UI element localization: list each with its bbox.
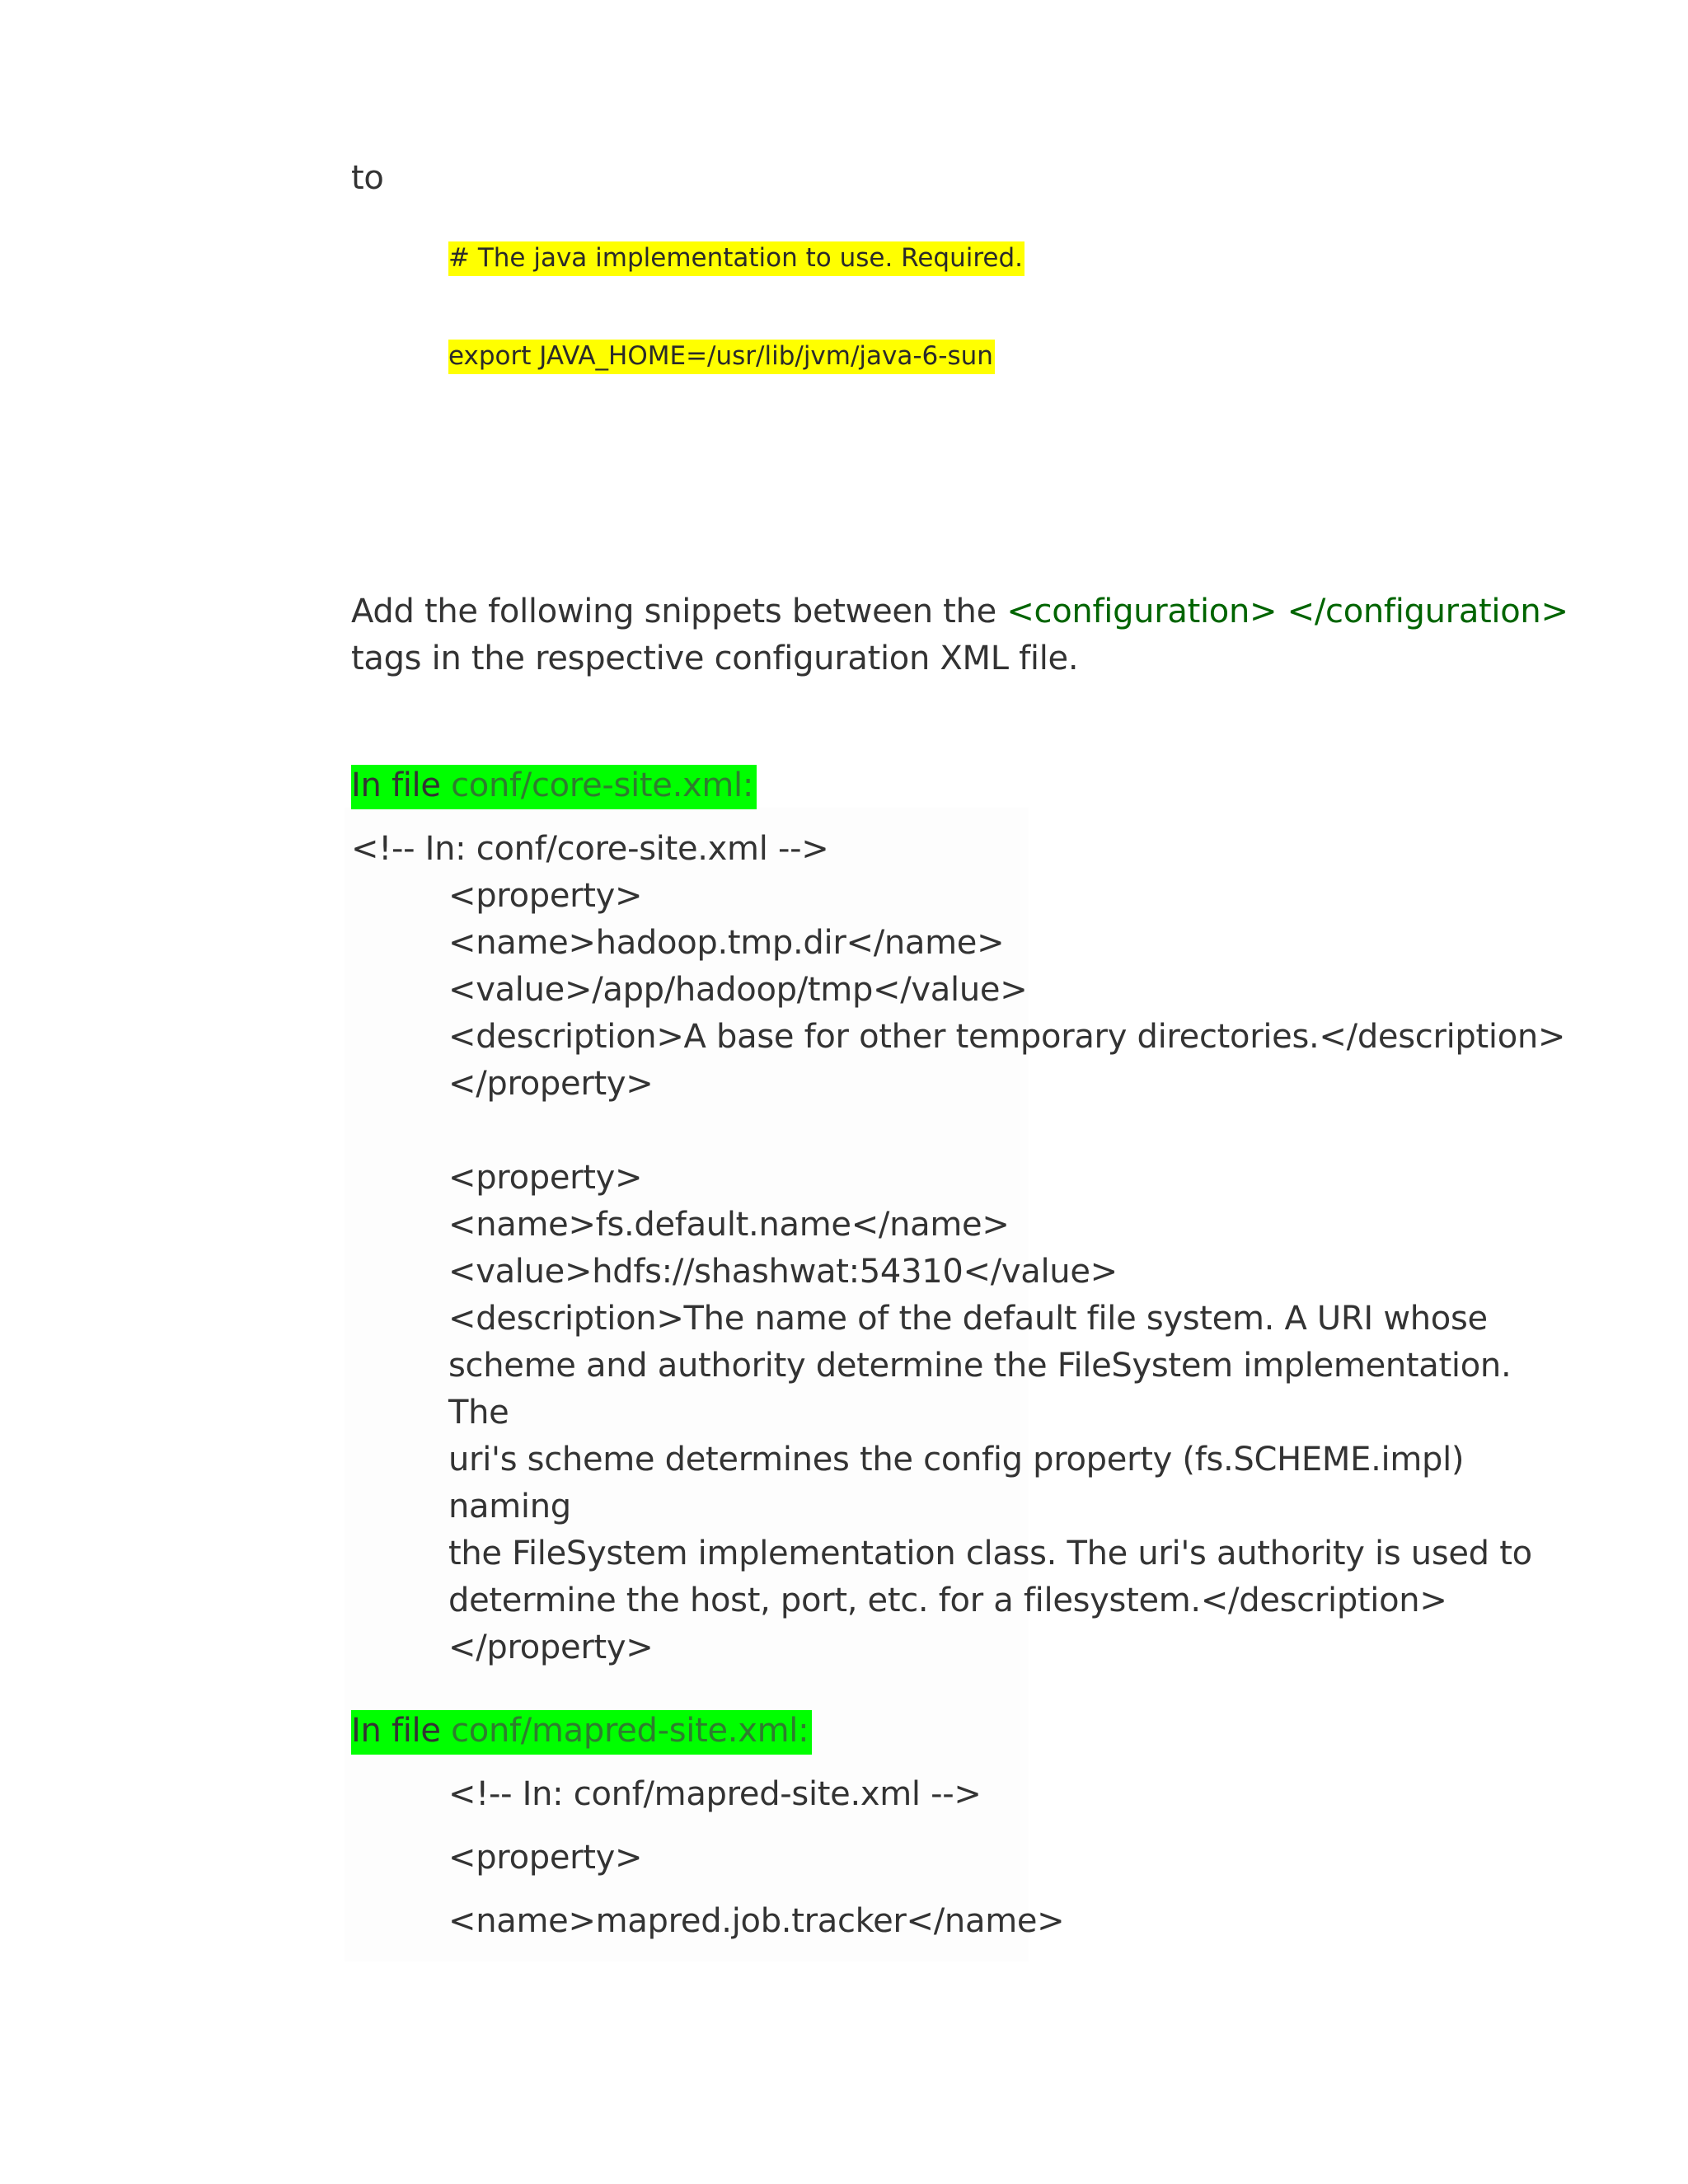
code-line: </property> [448,1629,654,1666]
code-line: The [448,1394,509,1432]
core-site-heading-prefix: In file [351,766,452,804]
java-home-highlight: export JAVA_HOME=/usr/lib/jvm/java-6-sun [448,340,995,374]
core-site-filename: conf/core-site.xml: [451,766,754,804]
code-line: <name>hadoop.tmp.dir</name> [448,924,1005,962]
code-line: <description>A base for other temporary directories.</description> [448,1018,1566,1056]
instruction-line-2: tags in the respective configuration XML file. [351,640,1079,677]
mapred-site-filename: conf/mapred-site.xml: [451,1712,809,1750]
code-line: naming [448,1488,571,1526]
code-line: <description>The name of the default file system. A URI whose [448,1300,1488,1338]
code-line: <value>/app/hadoop/tmp</value> [448,971,1028,1009]
intro-word: to [351,159,384,197]
code-line: <name>fs.default.name</name> [448,1206,1010,1244]
configuration-tags: <configuration> </configuration> [1006,593,1568,630]
mapred-site-heading-highlight [351,1710,812,1755]
mapred-site-heading-prefix: In file [351,1712,452,1750]
code-line: <property> [448,877,643,915]
code-line: <value>hdfs://shashwat:54310</value> [448,1253,1118,1291]
code-line: <name>mapred.job.tracker</name> [448,1902,1065,1940]
code-line: determine the host, port, etc. for a filesystem.</description> [448,1582,1447,1619]
core-site-heading-highlight [351,765,757,809]
code-line: </property> [448,1065,654,1103]
code-line: <property> [448,1839,643,1877]
core-site-comment: <!-- In: conf/core-site.xml --> [351,830,829,868]
core-site-heading [351,762,757,809]
java-comment-highlight: # The java implementation to use. Required. [448,241,1025,276]
mapred-site-heading [351,1708,812,1755]
java-home-export-line [448,339,995,373]
mapred-site-comment: <!-- In: conf/mapred-site.xml --> [448,1775,982,1813]
java-comment-line [448,241,1025,275]
code-line: uri's scheme determines the config property (fs.SCHEME.impl) [448,1441,1465,1479]
instruction-line-1 [351,588,1568,635]
code-line: scheme and authority determine the FileSystem implementation. [448,1347,1512,1385]
code-line: the FileSystem implementation class. The uri's authority is used to [448,1535,1532,1572]
instruction-prefix: Add the following snippets between the [351,593,1007,630]
code-line: <property> [448,1159,643,1197]
